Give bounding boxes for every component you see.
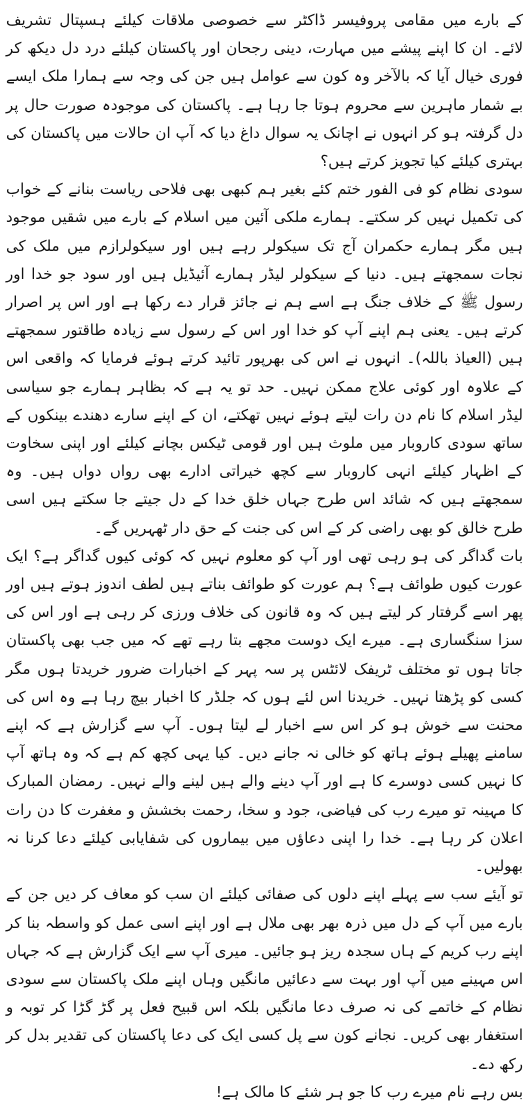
paragraph-forgiveness-prayer: تو آیئے سب سے پہلے اپنے دلوں کی صفائی کیلئے ان سب کو معاف کر دیں جن کے بارے میں آپ کے دل میں ذرہ بھر بھی ملال ہے اور اپنے اسی عمل کو واسطہ بنا کر اپنے رب کریم کے ہاں سجدہ ریز ہو جائیں۔ میری آپ سے ایک گزارش ہے کہ جہاں اس مہینے میں آپ اور بہت سے دعائیں مانگیں وہاں اپنے ملک پاکستان سے سودی نظام کے خاتمے کی نہ صرف دعا مانگیں بلکہ اس قبیح فعل پر گڑ گڑا کر توبہ و استغفار بھی کریں۔ نجانے کون سے پل کسی ایک کی دعا پاکستان کی تقدیر بدل کر رکھ دے۔ <box>6 885 523 1073</box>
paragraph-beggar: بات گداگر کی ہو رہی تھی اور آپ کو معلوم نہیں کہ کوئی کیوں گداگر ہے؟ ایک عورت کیوں طوائف ہے؟ ہم عورت کو طوائف بناتے ہیں لطف اندوز ہوتے ہیں اور پھر اسے گرفتار کر لیتے ہیں کہ وہ قانون کی خلاف ورزی کر رہی ہے اور اس کی سزا سنگساری ہے۔ میرے ایک دوست مجھے بتا رہے تھے کہ میں جب بھی پاکستان جاتا ہوں تو مختلف ٹریفک لائٹس پر سہ پہر کے اخبارات ضرور خریدتا ہوں مگر کسی کو پڑھتا نہیں۔ خریدنا اس لئے ہوں کہ جلڈر کا اخبار بیچ رہا ہے وہ اس کی محنت سے خوش ہو کر اس سے اخبار لے لیتا ہوں۔ آپ سے گزارش ہے کہ اپنے سامنے پھیلے ہوئے ہاتھ کو خالی نہ جانے دیں۔ کیا یہی کچھ کم ہے کہ وہ ہاتھ آپ کا نہیں کسی دوسرے کا ہے اور آپ دینے والے ہیں لینے والے نہیں۔ رمضان المبارک کا مہینہ تو میرے رب کی فیاضی، جود و سخا، رحمت بخشش و مغفرت کا دن رات اعلان کر رہا ہے۔ خدا را اپنی دعاؤں میں بیماروں کی شفایابی کیلئے دعا کرنا نہ بھولیں۔ <box>6 546 523 876</box>
paragraph-doctor-meeting: کے بارے میں مقامی پروفیسر ڈاکٹر سے خصوصی ملاقات کیلئے ہسپتال تشریف لائے۔ ان کا اپنے پیشے میں مہارت، دینی رجحان اور پاکستان کیلئے درد دل دیکھ کر فوری خیال آیا کہ بالآخر وہ کون سے عوامل ہیں جن کی وجہ سے ہمارا ملک ایسے بے شمار ماہرین سے محروم ہوتا جا رہا ہے۔ پاکستان کی موجودہ صورت حال پر دل گرفتہ ہو کر انہوں نے اچانک یہ سوال داغ دیا کہ آپ ان حالات میں پاکستان کی بہتری کیلئے کیا تجویز کرتے ہیں؟ <box>6 11 523 171</box>
paragraph-interest-system: سودی نظام کو فی الفور ختم کئے بغیر ہم کبھی بھی فلاحی ریاست بنانے کے خواب کی تکمیل نہیں کر سکتے۔ ہمارے ملکی آئین میں اسلام کے بارے میں شقیں موجود ہیں مگر ہمارے حکمران آج تک سیکولر رہے ہیں اور سیکولرازم میں ملک کی نجات سمجھتے ہیں۔ دنیا کے سیکولر لیڈر ہمارے آئیڈیل ہیں اور سود جو خدا اور رسول ﷺ کے خلاف جنگ ہے اسے ہم نے جائز قرار دے رکھا ہے اور اس پر اصرار کرتے ہیں۔ یعنی ہم اپنے آپ کو خدا اور اس کے رسول سے زیادہ طاقتور سمجھتے ہیں (العیاذ باللہ)۔ انہوں نے اس کی بھرپور تائید کرتے ہوئے فرمایا کہ واقعی اس کے علاوہ اور کوئی علاج ممکن نہیں۔ حد تو یہ ہے کہ بظاہر ہمارے جو سیاسی لیڈر اسلام کا نام دن رات لیتے ہوئے نہیں تھکتے، ان کے اپنے سارے دھندے بینکوں کے ساتھ سودی کاروبار میں ملوث ہیں اور قومی ٹیکس بچانے کیلئے اور اپنی سخاوت کے اظہار کیلئے انہی کاروبار سے کچھ خیراتی ادارے بھی رواں دواں ہیں۔ وہ سمجھتے ہیں کہ شائد اس طرح جہاں خلق خدا کے دل جیتے جا سکتے ہیں اسی طرح خالق کو بھی راضی کر کے اس کی جنت کے حق دار ٹھہریں گے۔ <box>6 180 523 537</box>
article-body <box>6 6 523 1101</box>
paragraph-closing: بس رہے نام میرے رب کا جو ہر شئے کا مالک ہے! <box>215 1082 523 1101</box>
